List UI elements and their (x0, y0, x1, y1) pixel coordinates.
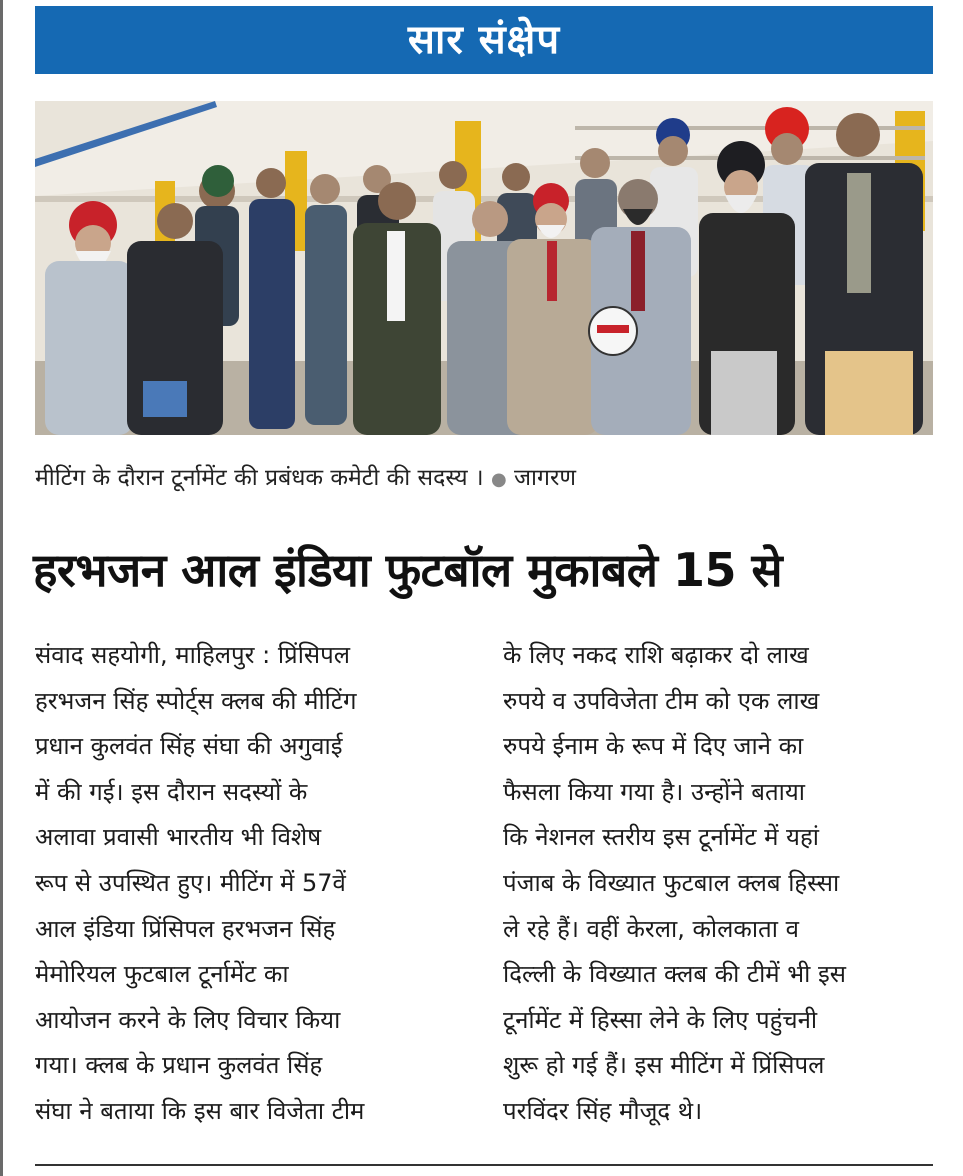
photo-credit: जागरण (513, 465, 576, 491)
bottom-divider (35, 1164, 933, 1166)
article-headline: हरभजन आल इंडिया फुटबॉल मुकाबले 15 से (33, 543, 783, 597)
article-line: पंजाब के विख्यात फुटबाल क्लब हिस्सा (503, 868, 840, 897)
article-line: संवाद सहयोगी, माहिलपुर : प्रिंसिपल (35, 641, 351, 669)
article-line: दिल्ली के विख्यात क्लब की टीमें भी इस (503, 960, 846, 989)
article-line: आयोजन करने के लिए विचार किया (35, 1005, 341, 1034)
group-photo-illustration (35, 101, 933, 435)
article-line: ले रहे हैं। वहीं केरला, कोलकाता व (503, 914, 799, 943)
section-banner (35, 6, 933, 74)
article-line: में की गई। इस दौरान सदस्यों के (35, 777, 308, 806)
article-line: रुपये व उपविजेता टीम को एक लाख (503, 686, 820, 715)
caption-text: मीटिंग के दौरान टूर्नामेंट की प्रबंधक कमेटी की सदस्य । (35, 465, 484, 491)
article-line: रुपये ईनाम के रूप में दिए जाने का (503, 732, 804, 761)
section-title: सार संक्षेप (407, 17, 561, 63)
article-line: कि नेशनल स्तरीय इस टूर्नामेंट में यहां (503, 823, 819, 852)
group-photo (35, 101, 933, 435)
article-line: अलावा प्रवासी भारतीय भी विशेष (35, 823, 322, 852)
article-column-left (35, 633, 475, 1135)
article-line: गया। क्लब के प्रधान कुलवंत सिंह (35, 1051, 323, 1080)
article-line: शुरू हो गई हैं। इस मीटिंग में प्रिंसिपल (503, 1051, 825, 1080)
article-line: परविंदर सिंह मौजूद थे। (503, 1096, 703, 1125)
bullet-icon: ● (490, 469, 507, 490)
article-line: फैसला किया गया है। उन्होंने बताया (503, 777, 805, 806)
article-line: हरभजन सिंह स्पोर्ट्स क्लब की मीटिंग (35, 686, 357, 715)
article-line: संघा ने बताया कि इस बार विजेता टीम (35, 1096, 365, 1125)
article-line: टूर्नामेंट में हिस्सा लेने के लिए पहुंचनी (503, 1005, 818, 1034)
article-line: प्रधान कुलवंत सिंह संघा की अगुवाई (35, 732, 343, 761)
article-line: मेमोरियल फुटबाल टूर्नामेंट का (35, 960, 289, 989)
article-line: रूप से उपस्थित हुए। मीटिंग में 57वें (35, 868, 346, 897)
article-line: के लिए नकद राशि बढ़ाकर दो लाख (503, 641, 809, 669)
photo-caption (35, 463, 933, 495)
article-column-right (503, 633, 943, 1135)
article-line: आल इंडिया प्रिंसिपल हरभजन सिंह (35, 914, 336, 943)
